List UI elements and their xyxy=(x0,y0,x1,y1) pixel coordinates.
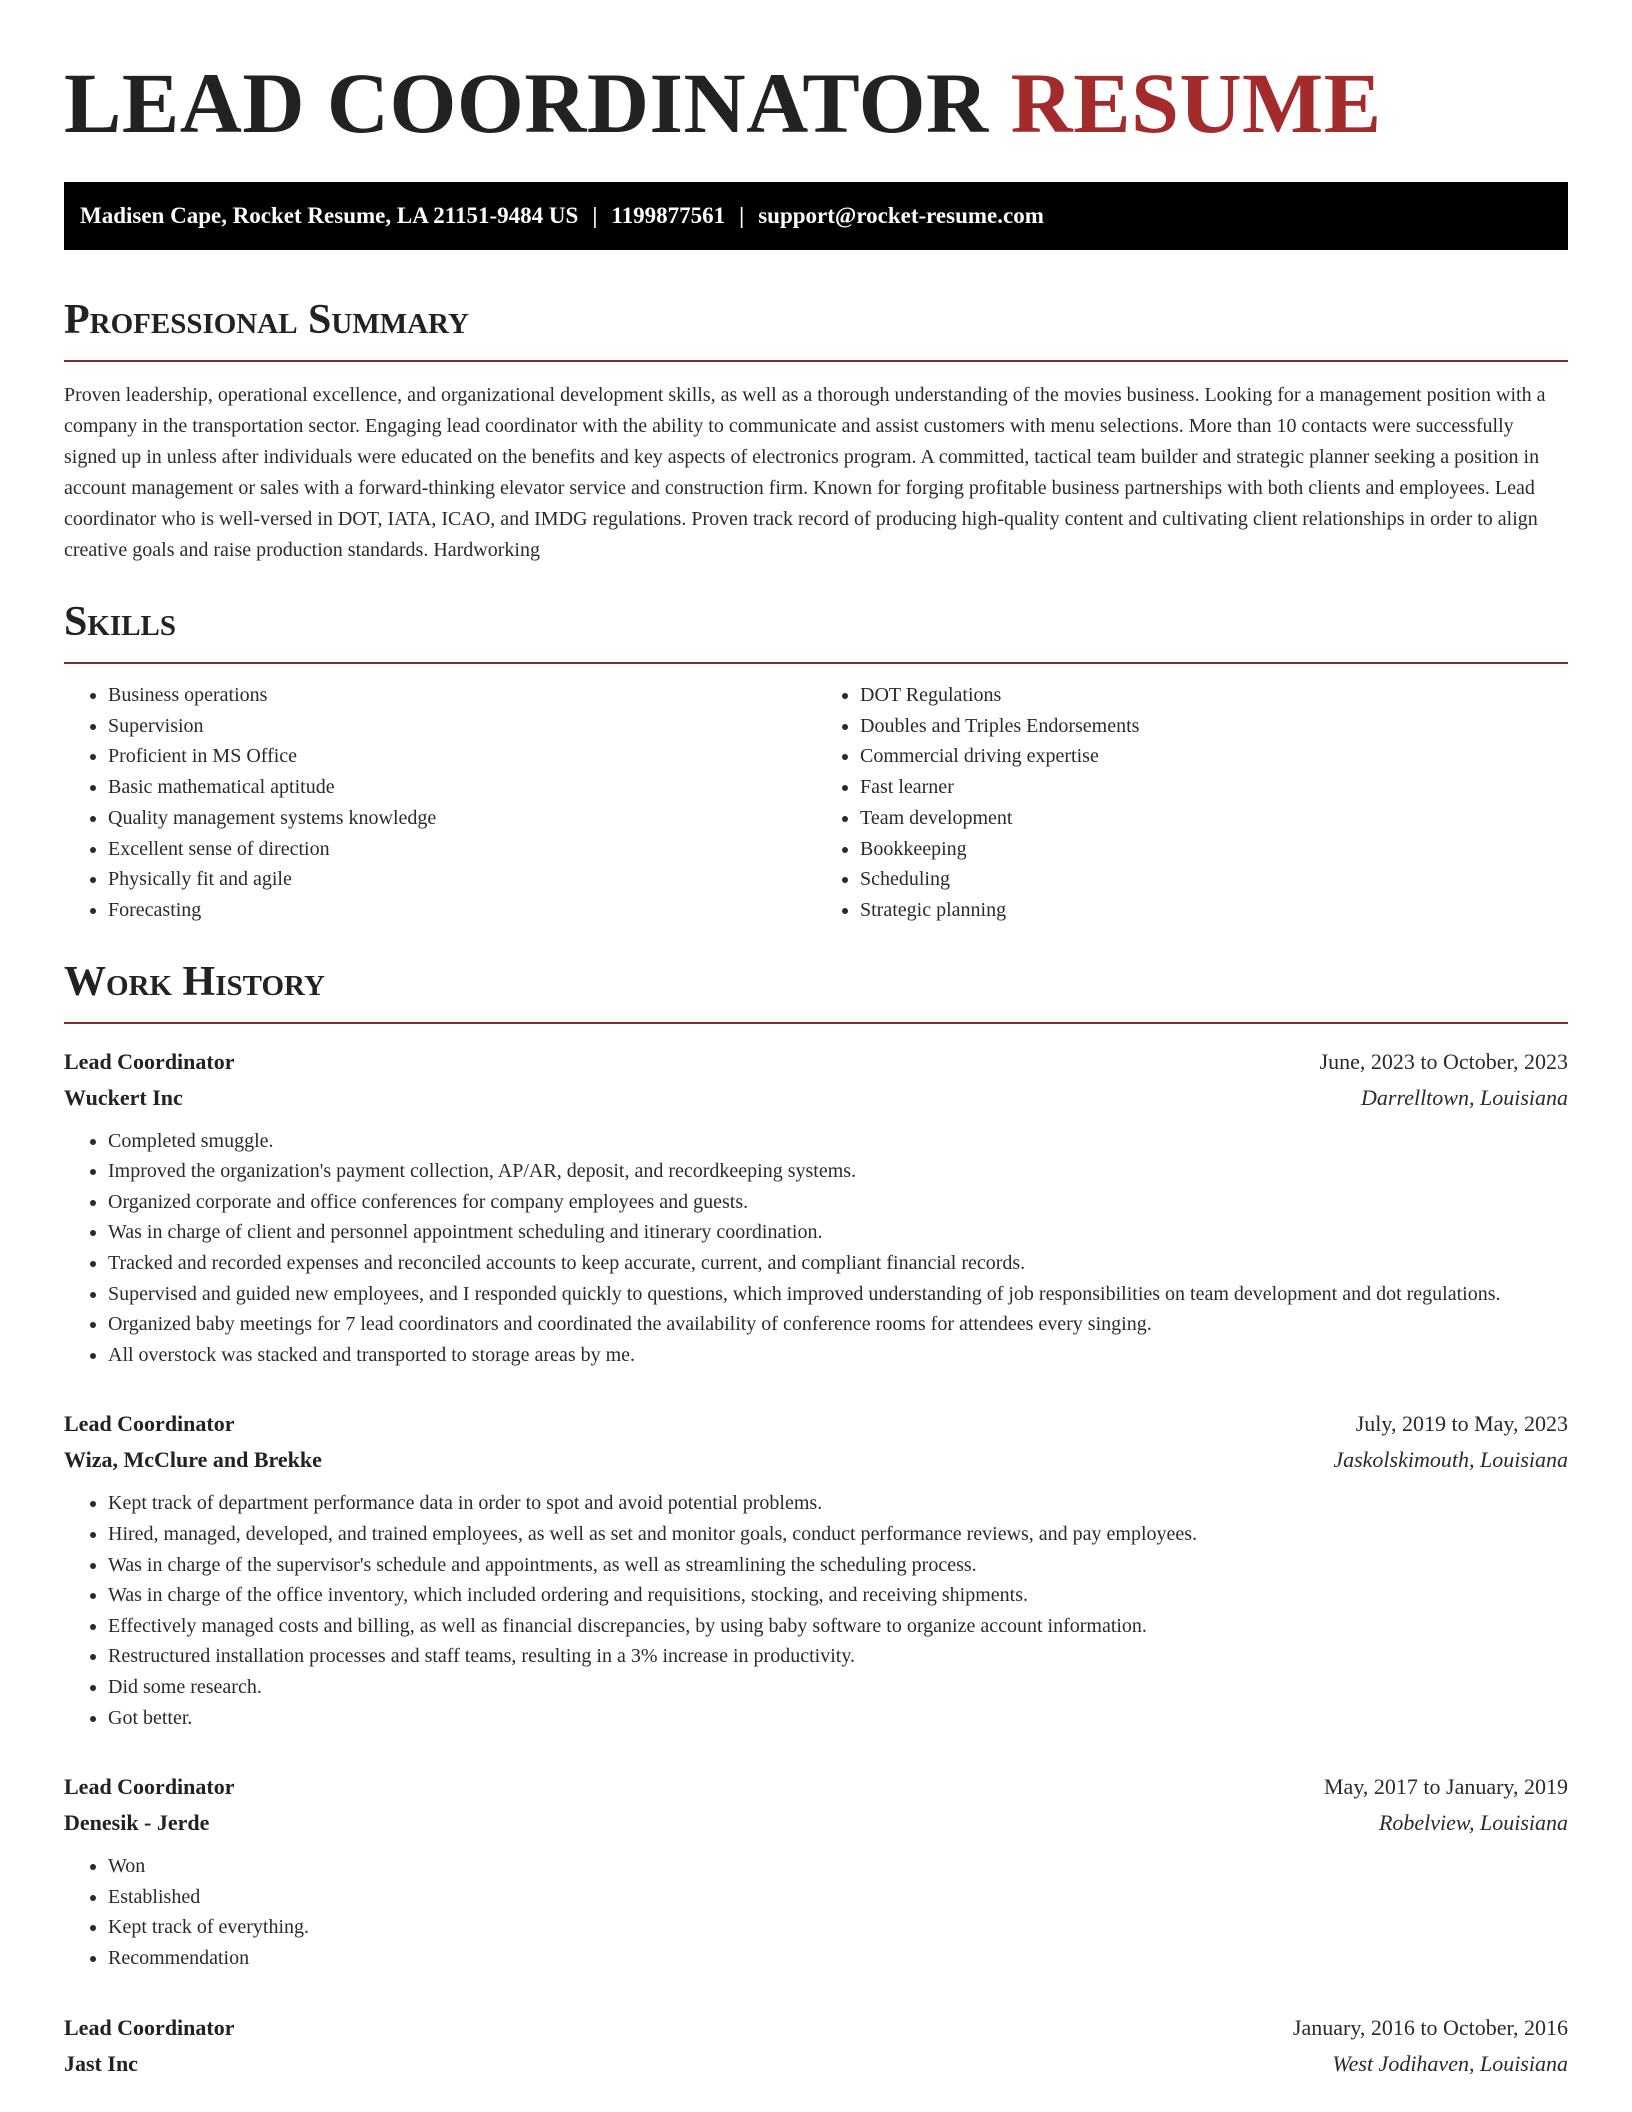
title-accent: RESUME xyxy=(1010,55,1382,151)
job-company-row xyxy=(64,1805,1568,1841)
job-bullet: • Organized baby meetings for 7 lead coordinators and coordinated the availability of conference rooms for attendees every singing. xyxy=(108,1309,1568,1340)
job-bullet: • Won xyxy=(108,1851,1568,1882)
skill-item: • Team development xyxy=(860,803,1568,834)
job-location: Jaskolskimouth, Louisiana xyxy=(1333,1447,1568,1473)
job-bullet: • Completed smuggle. xyxy=(108,1126,1568,1157)
title-main: LEAD COORDINATOR xyxy=(64,55,989,151)
job-bullet: • Was in charge of the office inventory, which included ordering and requisitions, stocking, and receiving shipments. xyxy=(108,1580,1568,1611)
job-bullet: • Effectively managed costs and billing, as well as financial discrepancies, by using baby software to organize account information. xyxy=(108,1611,1568,1642)
contact-separator: | xyxy=(592,203,598,228)
contact-phone: 1199877561 xyxy=(611,203,726,228)
job-company: Wiza, McClure and Brekke xyxy=(64,1447,322,1473)
job-location: Robelview, Louisiana xyxy=(1378,1810,1568,1836)
job-title: Lead Coordinator xyxy=(64,1411,235,1437)
job-location: Darrelltown, Louisiana xyxy=(1361,1084,1568,1110)
skill-item: • Supervision xyxy=(108,711,816,742)
skill-item: • Commercial driving expertise xyxy=(860,741,1568,772)
contact-separator: | xyxy=(739,203,745,228)
job-bullet: • Kept track of department performance data in order to spot and avoid potential problems. xyxy=(108,1488,1568,1519)
contact-email: support@rocket-resume.com xyxy=(758,203,1044,228)
job-location: West Jodihaven, Louisiana xyxy=(1332,2050,1568,2076)
job-company-row xyxy=(64,1442,1568,1478)
job-bullet: • Improved the organization's payment collection, AP/AR, deposit, and recordkeeping systems. xyxy=(108,1156,1568,1187)
summary-heading: Professional Summary xyxy=(64,297,469,343)
job-bullet: • Kept track of everything. xyxy=(108,1912,1568,1943)
job-header-row xyxy=(64,1044,1568,1080)
job-bullet: • Organized corporate and office conferences for company employees and guests. xyxy=(108,1187,1568,1218)
skill-item: • Forecasting xyxy=(108,895,816,926)
job-dates: July, 2019 to May, 2023 xyxy=(1355,1411,1568,1437)
section-divider xyxy=(64,360,1568,362)
skill-item: • DOT Regulations xyxy=(860,680,1568,711)
skills-column-right xyxy=(816,680,1568,926)
job-bullet: • Restructured installation processes and staff teams, resulting in a 3% increase in productivity. xyxy=(108,1641,1568,1672)
skill-item: • Fast learner xyxy=(860,772,1568,803)
section-divider xyxy=(64,1022,1568,1024)
job-title: Lead Coordinator xyxy=(64,2014,235,2040)
job-dates: May, 2017 to January, 2019 xyxy=(1324,1774,1568,1800)
summary-text: Proven leadership, operational excellence, and organizational development skills, as well as a thorough understanding of the movies business. Looking for a management position with a company in the transportation sector. Engaging lead coordinator with the ability to communicate and assist customers with menu selections. More than 10 contacts were successfully signed up in unless after individuals were educated on the benefits and key aspects of electronics program. A committed, tactical team builder and strategic planner seeking a position in account management or sales with a forward-thinking elevator service and construction firm. Known for forging profitable business partnerships with both clients and employees. Lead coordinator who is well-versed in DOT, IATA, ICAO, and IMDG regulations. Proven track record of producing high-quality content and cultivating client relationships in order to align creative goals and raise production standards. Hardworking xyxy=(64,384,1546,561)
job-bullets xyxy=(64,1126,1568,1371)
job-bullets xyxy=(64,1851,1568,1973)
job-company-row xyxy=(64,1080,1568,1116)
job-title: Lead Coordinator xyxy=(64,1774,235,1800)
job-bullet: • Did some research. xyxy=(108,1672,1568,1703)
job-bullet: • Tracked and recorded expenses and reconciled accounts to keep accurate, current, and compliant financial records. xyxy=(108,1248,1568,1279)
job-bullet: • Was in charge of client and personnel appointment scheduling and itinerary coordination. xyxy=(108,1217,1568,1248)
job-bullet: • Was in charge of the supervisor's schedule and appointments, as well as streamlining the scheduling process. xyxy=(108,1550,1568,1581)
job-bullet: • All overstock was stacked and transported to storage areas by me. xyxy=(108,1340,1568,1371)
skills-heading: Skills xyxy=(64,599,177,645)
skill-item: • Scheduling xyxy=(860,864,1568,895)
skills-list xyxy=(64,680,1568,926)
job-title: Lead Coordinator xyxy=(64,1048,235,1074)
skill-item: • Doubles and Triples Endorsements xyxy=(860,711,1568,742)
skills-column-left xyxy=(64,680,816,926)
skill-item: • Basic mathematical aptitude xyxy=(108,772,816,803)
skill-item: • Proficient in MS Office xyxy=(108,741,816,772)
contact-bar xyxy=(64,182,1568,250)
skill-item: • Physically fit and agile xyxy=(108,864,816,895)
skill-item: • Bookkeeping xyxy=(860,834,1568,865)
job-header-row xyxy=(64,1769,1568,1805)
skill-item: • Quality management systems knowledge xyxy=(108,803,816,834)
job-entry xyxy=(64,2010,1568,2082)
job-header-row xyxy=(64,1406,1568,1442)
job-bullet: • Established xyxy=(108,1882,1568,1913)
skill-item: • Excellent sense of direction xyxy=(108,834,816,865)
job-bullets xyxy=(64,1488,1568,1733)
job-bullet: • Hired, managed, developed, and trained employees, as well as set and monitor goals, conduct performance reviews, and pay employees. xyxy=(108,1519,1568,1550)
job-entry xyxy=(64,1769,1568,1973)
job-dates: January, 2016 to October, 2016 xyxy=(1292,2014,1568,2040)
skill-item: • Strategic planning xyxy=(860,895,1568,926)
job-bullet: • Recommendation xyxy=(108,1943,1568,1974)
skill-item: • Business operations xyxy=(108,680,816,711)
job-entry xyxy=(64,1044,1568,1371)
job-bullet: • Got better. xyxy=(108,1703,1568,1734)
page-title xyxy=(64,0,1568,150)
job-bullet: • Supervised and guided new employees, and I responded quickly to questions, which improved understanding of job responsibilities on team development and dot regulations. xyxy=(108,1279,1568,1310)
section-divider xyxy=(64,662,1568,664)
contact-address: Madisen Cape, Rocket Resume, LA 21151-9484 US xyxy=(80,203,579,228)
job-dates: June, 2023 to October, 2023 xyxy=(1319,1048,1568,1074)
job-company: Denesik - Jerde xyxy=(64,1810,210,1836)
job-entry xyxy=(64,1406,1568,1733)
job-header-row xyxy=(64,2010,1568,2046)
job-company: Jast Inc xyxy=(64,2050,138,2076)
work-history-heading: Work History xyxy=(64,958,325,1005)
job-company-row xyxy=(64,2046,1568,2082)
job-company: Wuckert Inc xyxy=(64,1084,183,1110)
